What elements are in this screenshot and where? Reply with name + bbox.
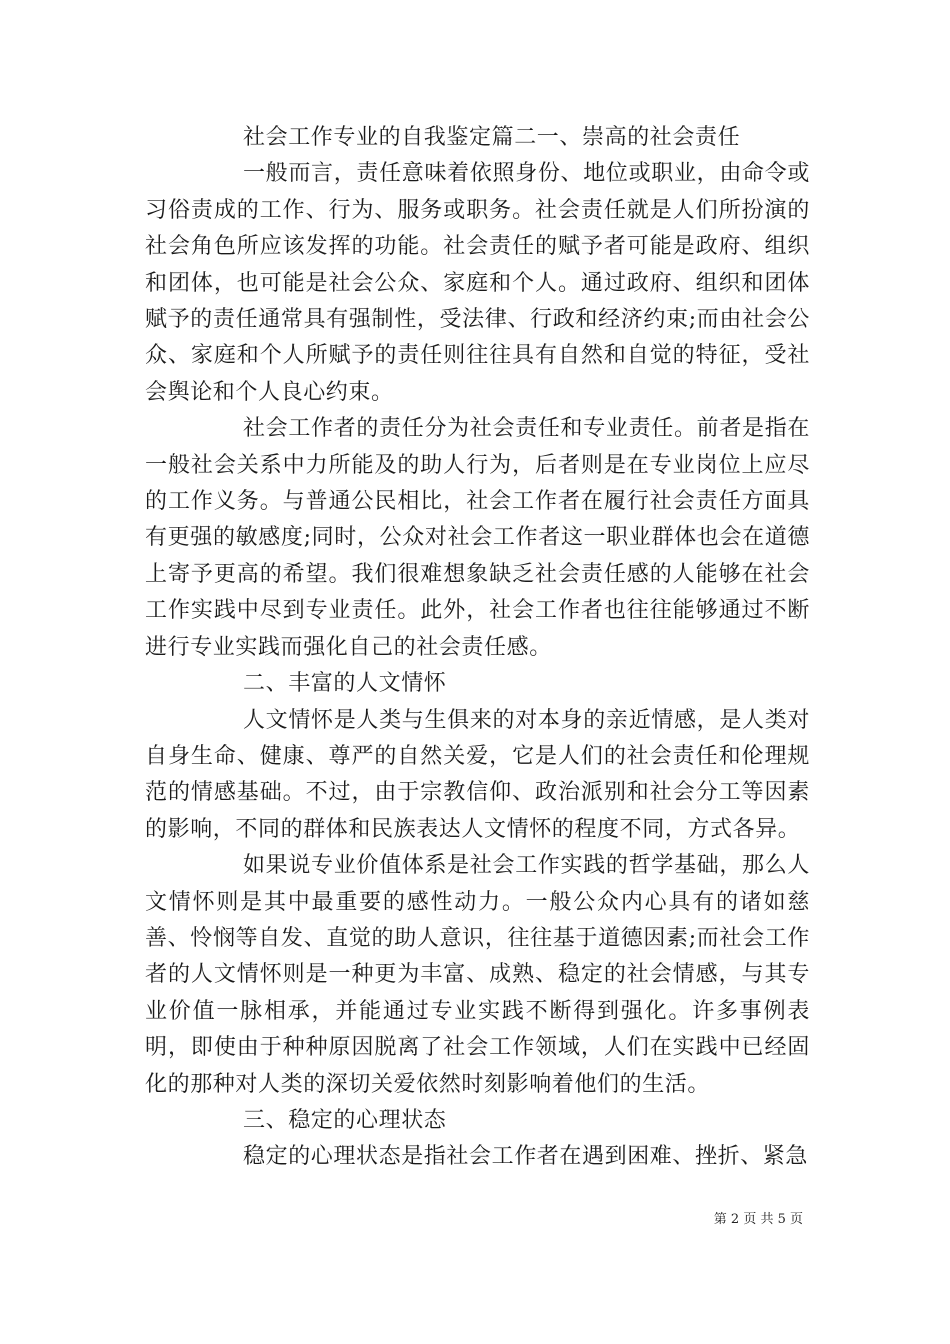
body-paragraph: 社会工作者的责任分为社会责任和专业责任。前者是指在一般社会关系中力所能及的助人行为，后者则是在专业岗位上应尽的工作义务。与普通公民相比，社会工作者在履行社会责任方面具有更强的敏感度;同时，公众对社会工作者这一职业群体也会在道德上寄予更高的希望。我们很难想象缺乏社会责任感的人能够在社会工作实践中尽到专业责任。此外，社会工作者也往往能够通过不断进行专业实践而强化自己的社会责任感。 bbox=[145, 416, 810, 660]
section-heading: 三、稳定的心理状态 bbox=[243, 1107, 447, 1133]
page-number-footer: 第 2 页 共 5 页 bbox=[713, 1212, 803, 1227]
document-body bbox=[145, 120, 810, 1176]
body-paragraph: 如果说专业价值体系是社会工作实践的哲学基础，那么人文情怀则是其中最重要的感性动力。一般公众内心具有的诸如慈善、怜悯等自发、直觉的助人意识，往往基于道德因素;而社会工作者的人文情怀则是一种更为丰富、成熟、稳定的社会情感，与其专业价值一脉相承，并能通过专业实践不断得到强化。许多事例表明，即使由于种种原因脱离了社会工作领域，人们在实践中已经固化的那种对人类的深切关爱依然时刻影响着他们的生活。 bbox=[145, 853, 810, 1097]
title-paragraph: 社会工作专业的自我鉴定篇二一、崇高的社会责任 bbox=[243, 125, 741, 150]
body-paragraph: 人文情怀是人类与生俱来的对本身的亲近情感，是人类对自身生命、健康、尊严的自然关爱，它是人们的社会责任和伦理规范的情感基础。不过，由于宗教信仰、政治派别和社会分工等因素的影响，不同的群体和民族表达人文情怀的程度不同，方式各异。 bbox=[145, 707, 810, 842]
body-paragraph: 稳定的心理状态是指社会工作者在遇到困难、挫折、紧急 bbox=[243, 1144, 809, 1170]
section-heading: 二、丰富的人文情怀 bbox=[243, 671, 447, 697]
body-paragraph: 一般而言，责任意味着依照身份、地位或职业，由命令或习俗责成的工作、行为、服务或职务。社会责任就是人们所扮演的社会角色所应该发挥的功能。社会责任的赋予者可能是政府、组织和团体，也可能是社会公众、家庭和个人。通过政府、组织和团体赋予的责任通常具有强制性，受法律、行政和经济约束;而由社会公众、家庭和个人所赋予的责任则往往具有自然和自觉的特征，受社会舆论和个人良心约束。 bbox=[145, 161, 810, 405]
